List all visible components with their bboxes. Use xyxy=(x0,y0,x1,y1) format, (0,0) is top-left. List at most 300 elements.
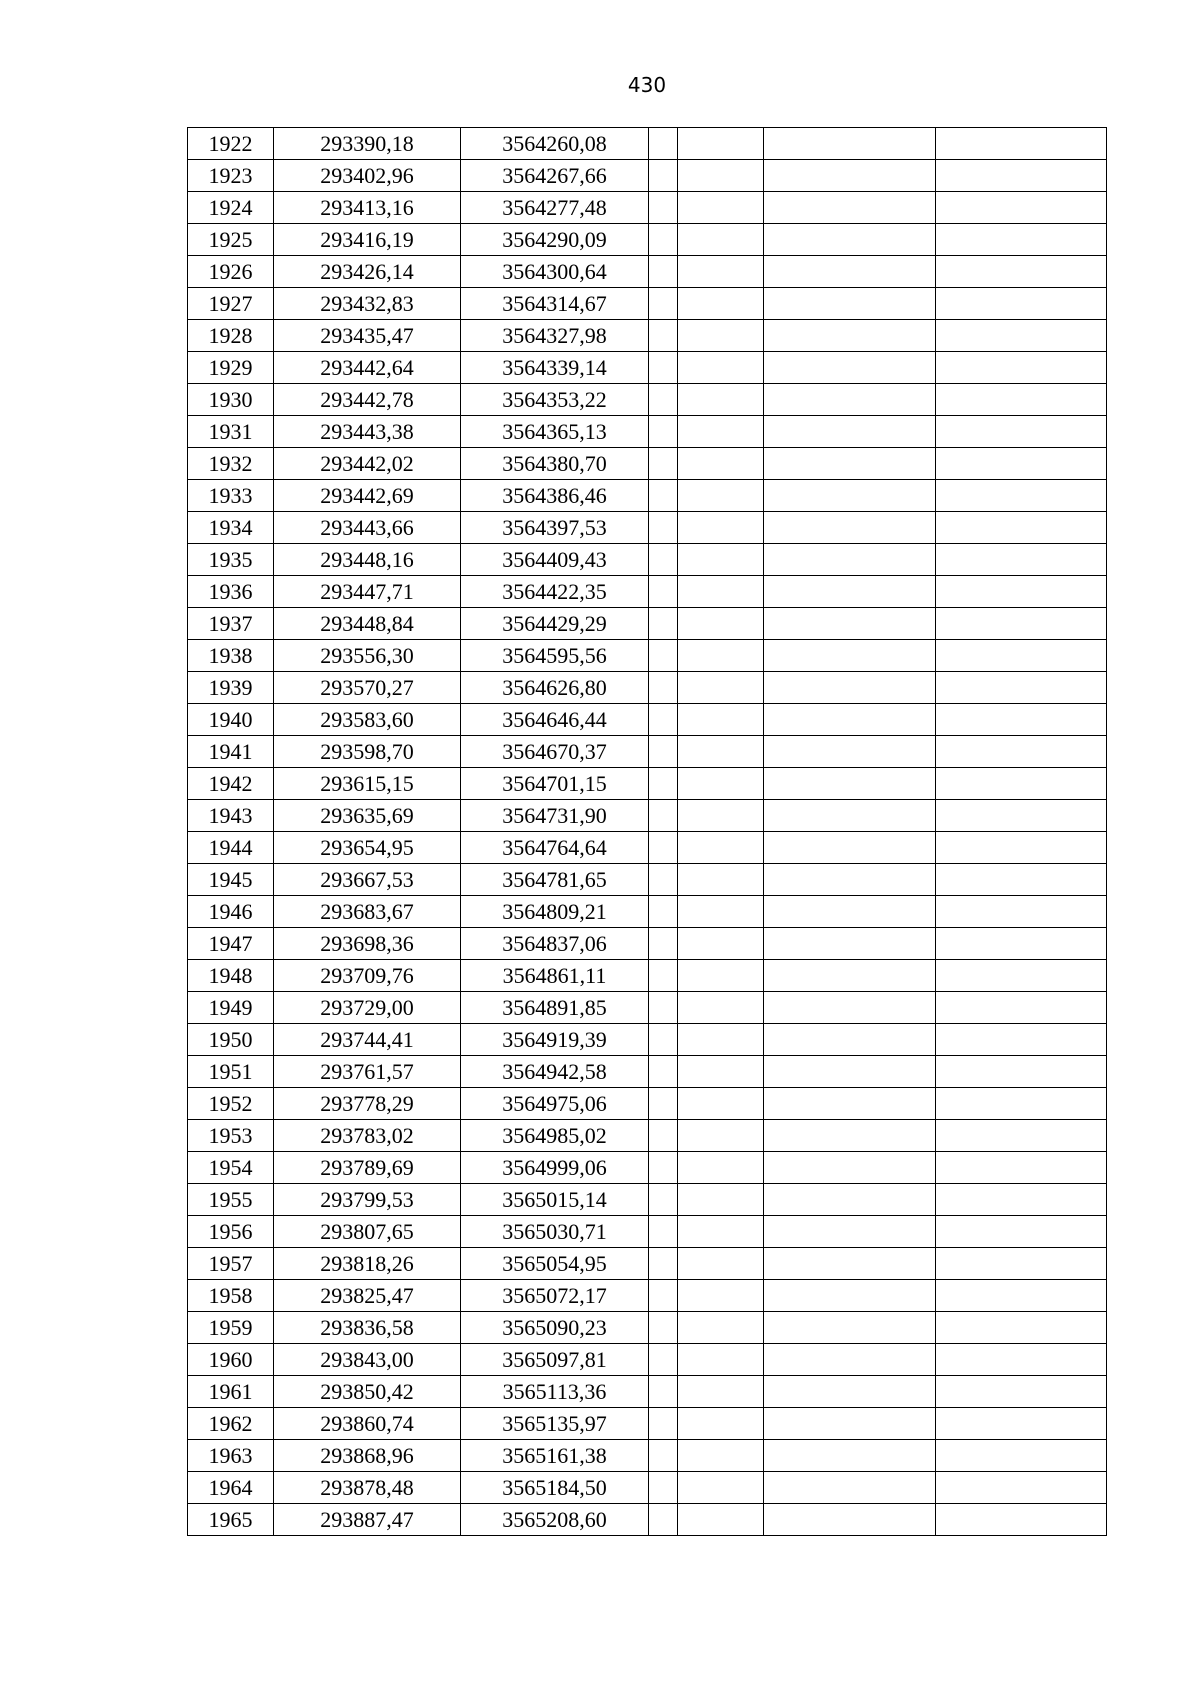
table-row xyxy=(188,864,1107,896)
point-number-cell: 1948 xyxy=(188,960,274,992)
table-row xyxy=(188,576,1107,608)
point-number-cell: 1962 xyxy=(188,1408,274,1440)
point-number-cell: 1930 xyxy=(188,384,274,416)
y-coordinate-cell: 3564781,65 xyxy=(461,864,649,896)
table-row xyxy=(188,480,1107,512)
point-number-cell: 1934 xyxy=(188,512,274,544)
x-coordinate-cell: 293709,76 xyxy=(274,960,461,992)
table-row xyxy=(188,608,1107,640)
empty-cell xyxy=(678,1056,764,1088)
table-row xyxy=(188,224,1107,256)
empty-cell xyxy=(764,352,936,384)
empty-cell xyxy=(764,736,936,768)
x-coordinate-cell: 293390,18 xyxy=(274,128,461,160)
empty-cell xyxy=(649,1088,678,1120)
x-coordinate-cell: 293683,67 xyxy=(274,896,461,928)
y-coordinate-cell: 3564837,06 xyxy=(461,928,649,960)
x-coordinate-cell: 293807,65 xyxy=(274,1216,461,1248)
empty-cell xyxy=(678,672,764,704)
x-coordinate-cell: 293442,02 xyxy=(274,448,461,480)
table-row xyxy=(188,416,1107,448)
y-coordinate-cell: 3564626,80 xyxy=(461,672,649,704)
empty-cell xyxy=(936,1152,1107,1184)
empty-cell xyxy=(678,512,764,544)
empty-cell xyxy=(936,896,1107,928)
empty-cell xyxy=(649,480,678,512)
empty-cell xyxy=(764,1408,936,1440)
point-number-cell: 1949 xyxy=(188,992,274,1024)
empty-cell xyxy=(678,1344,764,1376)
empty-cell xyxy=(678,544,764,576)
empty-cell xyxy=(936,320,1107,352)
empty-cell xyxy=(649,320,678,352)
point-number-cell: 1965 xyxy=(188,1504,274,1536)
empty-cell xyxy=(678,288,764,320)
empty-cell xyxy=(649,448,678,480)
empty-cell xyxy=(936,1344,1107,1376)
table-row xyxy=(188,256,1107,288)
table-row xyxy=(188,1248,1107,1280)
x-coordinate-cell: 293836,58 xyxy=(274,1312,461,1344)
empty-cell xyxy=(764,896,936,928)
y-coordinate-cell: 3564999,06 xyxy=(461,1152,649,1184)
table-row xyxy=(188,640,1107,672)
empty-cell xyxy=(649,1184,678,1216)
empty-cell xyxy=(936,928,1107,960)
table-row xyxy=(188,800,1107,832)
empty-cell xyxy=(649,1120,678,1152)
empty-cell xyxy=(678,256,764,288)
empty-cell xyxy=(649,128,678,160)
x-coordinate-cell: 293868,96 xyxy=(274,1440,461,1472)
point-number-cell: 1964 xyxy=(188,1472,274,1504)
x-coordinate-cell: 293799,53 xyxy=(274,1184,461,1216)
x-coordinate-cell: 293654,95 xyxy=(274,832,461,864)
empty-cell xyxy=(764,768,936,800)
empty-cell xyxy=(936,1440,1107,1472)
y-coordinate-cell: 3565113,36 xyxy=(461,1376,649,1408)
y-coordinate-cell: 3564409,43 xyxy=(461,544,649,576)
empty-cell xyxy=(649,896,678,928)
y-coordinate-cell: 3565097,81 xyxy=(461,1344,649,1376)
point-number-cell: 1931 xyxy=(188,416,274,448)
x-coordinate-cell: 293761,57 xyxy=(274,1056,461,1088)
x-coordinate-cell: 293442,64 xyxy=(274,352,461,384)
x-coordinate-cell: 293435,47 xyxy=(274,320,461,352)
y-coordinate-cell: 3565184,50 xyxy=(461,1472,649,1504)
empty-cell xyxy=(764,1248,936,1280)
empty-cell xyxy=(936,960,1107,992)
empty-cell xyxy=(678,1472,764,1504)
x-coordinate-cell: 293887,47 xyxy=(274,1504,461,1536)
empty-cell xyxy=(678,704,764,736)
y-coordinate-cell: 3564429,29 xyxy=(461,608,649,640)
table-row xyxy=(188,160,1107,192)
empty-cell xyxy=(936,736,1107,768)
empty-cell xyxy=(678,928,764,960)
empty-cell xyxy=(764,1152,936,1184)
empty-cell xyxy=(649,864,678,896)
empty-cell xyxy=(764,1504,936,1536)
table-row xyxy=(188,1184,1107,1216)
empty-cell xyxy=(649,192,678,224)
point-number-cell: 1958 xyxy=(188,1280,274,1312)
x-coordinate-cell: 293860,74 xyxy=(274,1408,461,1440)
y-coordinate-cell: 3565135,97 xyxy=(461,1408,649,1440)
y-coordinate-cell: 3565015,14 xyxy=(461,1184,649,1216)
point-number-cell: 1927 xyxy=(188,288,274,320)
page-number: 430 xyxy=(627,73,667,97)
y-coordinate-cell: 3564327,98 xyxy=(461,320,649,352)
empty-cell xyxy=(678,448,764,480)
table-row xyxy=(188,1344,1107,1376)
empty-cell xyxy=(678,352,764,384)
empty-cell xyxy=(678,1408,764,1440)
x-coordinate-cell: 293818,26 xyxy=(274,1248,461,1280)
empty-cell xyxy=(764,640,936,672)
y-coordinate-cell: 3565054,95 xyxy=(461,1248,649,1280)
y-coordinate-cell: 3565208,60 xyxy=(461,1504,649,1536)
table-row xyxy=(188,832,1107,864)
empty-cell xyxy=(678,1248,764,1280)
table-row xyxy=(188,288,1107,320)
empty-cell xyxy=(678,1120,764,1152)
x-coordinate-cell: 293598,70 xyxy=(274,736,461,768)
empty-cell xyxy=(678,960,764,992)
empty-cell xyxy=(764,224,936,256)
y-coordinate-cell: 3564260,08 xyxy=(461,128,649,160)
point-number-cell: 1932 xyxy=(188,448,274,480)
empty-cell xyxy=(936,1280,1107,1312)
empty-cell xyxy=(936,1408,1107,1440)
empty-cell xyxy=(936,448,1107,480)
point-number-cell: 1933 xyxy=(188,480,274,512)
empty-cell xyxy=(678,992,764,1024)
empty-cell xyxy=(649,1408,678,1440)
empty-cell xyxy=(678,320,764,352)
x-coordinate-cell: 293443,38 xyxy=(274,416,461,448)
empty-cell xyxy=(678,160,764,192)
table-row xyxy=(188,1408,1107,1440)
empty-cell xyxy=(649,1024,678,1056)
empty-cell xyxy=(649,352,678,384)
point-number-cell: 1926 xyxy=(188,256,274,288)
empty-cell xyxy=(649,1152,678,1184)
y-coordinate-cell: 3564985,02 xyxy=(461,1120,649,1152)
point-number-cell: 1960 xyxy=(188,1344,274,1376)
empty-cell xyxy=(764,1088,936,1120)
empty-cell xyxy=(649,800,678,832)
empty-cell xyxy=(678,1376,764,1408)
empty-cell xyxy=(764,1024,936,1056)
empty-cell xyxy=(936,224,1107,256)
empty-cell xyxy=(649,1216,678,1248)
empty-cell xyxy=(764,320,936,352)
table-row xyxy=(188,992,1107,1024)
table-row xyxy=(188,1472,1107,1504)
empty-cell xyxy=(764,256,936,288)
y-coordinate-cell: 3565090,23 xyxy=(461,1312,649,1344)
table-row xyxy=(188,1088,1107,1120)
table-row xyxy=(188,1216,1107,1248)
point-number-cell: 1928 xyxy=(188,320,274,352)
x-coordinate-cell: 293570,27 xyxy=(274,672,461,704)
y-coordinate-cell: 3564919,39 xyxy=(461,1024,649,1056)
empty-cell xyxy=(936,640,1107,672)
y-coordinate-cell: 3564353,22 xyxy=(461,384,649,416)
table-row xyxy=(188,1120,1107,1152)
table-row xyxy=(188,1504,1107,1536)
point-number-cell: 1956 xyxy=(188,1216,274,1248)
y-coordinate-cell: 3564942,58 xyxy=(461,1056,649,1088)
empty-cell xyxy=(678,1312,764,1344)
empty-cell xyxy=(936,1088,1107,1120)
empty-cell xyxy=(764,288,936,320)
point-number-cell: 1945 xyxy=(188,864,274,896)
empty-cell xyxy=(764,384,936,416)
x-coordinate-cell: 293783,02 xyxy=(274,1120,461,1152)
x-coordinate-cell: 293416,19 xyxy=(274,224,461,256)
empty-cell xyxy=(936,1504,1107,1536)
point-number-cell: 1963 xyxy=(188,1440,274,1472)
empty-cell xyxy=(764,192,936,224)
empty-cell xyxy=(764,1216,936,1248)
empty-cell xyxy=(649,1344,678,1376)
empty-cell xyxy=(649,672,678,704)
empty-cell xyxy=(764,1440,936,1472)
empty-cell xyxy=(936,288,1107,320)
empty-cell xyxy=(936,1216,1107,1248)
empty-cell xyxy=(936,416,1107,448)
y-coordinate-cell: 3564891,85 xyxy=(461,992,649,1024)
y-coordinate-cell: 3564731,90 xyxy=(461,800,649,832)
table-row xyxy=(188,1440,1107,1472)
x-coordinate-cell: 293583,60 xyxy=(274,704,461,736)
y-coordinate-cell: 3564267,66 xyxy=(461,160,649,192)
empty-cell xyxy=(649,576,678,608)
point-number-cell: 1939 xyxy=(188,672,274,704)
y-coordinate-cell: 3564595,56 xyxy=(461,640,649,672)
empty-cell xyxy=(649,832,678,864)
point-number-cell: 1947 xyxy=(188,928,274,960)
table-row xyxy=(188,1024,1107,1056)
empty-cell xyxy=(649,1248,678,1280)
x-coordinate-cell: 293878,48 xyxy=(274,1472,461,1504)
y-coordinate-cell: 3564314,67 xyxy=(461,288,649,320)
y-coordinate-cell: 3564300,64 xyxy=(461,256,649,288)
empty-cell xyxy=(764,608,936,640)
empty-cell xyxy=(936,704,1107,736)
y-coordinate-cell: 3564670,37 xyxy=(461,736,649,768)
empty-cell xyxy=(936,1312,1107,1344)
x-coordinate-cell: 293442,78 xyxy=(274,384,461,416)
empty-cell xyxy=(649,288,678,320)
empty-cell xyxy=(936,544,1107,576)
empty-cell xyxy=(764,128,936,160)
x-coordinate-cell: 293426,14 xyxy=(274,256,461,288)
empty-cell xyxy=(678,1280,764,1312)
empty-cell xyxy=(678,480,764,512)
x-coordinate-cell: 293635,69 xyxy=(274,800,461,832)
empty-cell xyxy=(649,256,678,288)
empty-cell xyxy=(678,128,764,160)
point-number-cell: 1955 xyxy=(188,1184,274,1216)
table-row xyxy=(188,704,1107,736)
empty-cell xyxy=(649,704,678,736)
empty-cell xyxy=(678,1184,764,1216)
empty-cell xyxy=(678,800,764,832)
empty-cell xyxy=(678,640,764,672)
empty-cell xyxy=(764,928,936,960)
x-coordinate-cell: 293432,83 xyxy=(274,288,461,320)
empty-cell xyxy=(649,1280,678,1312)
empty-cell xyxy=(678,1152,764,1184)
empty-cell xyxy=(678,832,764,864)
empty-cell xyxy=(936,352,1107,384)
table-row xyxy=(188,768,1107,800)
empty-cell xyxy=(678,1024,764,1056)
table-row xyxy=(188,896,1107,928)
empty-cell xyxy=(936,992,1107,1024)
y-coordinate-cell: 3564701,15 xyxy=(461,768,649,800)
empty-cell xyxy=(764,992,936,1024)
empty-cell xyxy=(936,832,1107,864)
x-coordinate-cell: 293448,16 xyxy=(274,544,461,576)
table-row xyxy=(188,928,1107,960)
empty-cell xyxy=(764,448,936,480)
table-row xyxy=(188,384,1107,416)
empty-cell xyxy=(936,1024,1107,1056)
empty-cell xyxy=(764,512,936,544)
x-coordinate-cell: 293778,29 xyxy=(274,1088,461,1120)
empty-cell xyxy=(764,1472,936,1504)
empty-cell xyxy=(649,512,678,544)
y-coordinate-cell: 3564277,48 xyxy=(461,192,649,224)
empty-cell xyxy=(649,608,678,640)
table-row xyxy=(188,1056,1107,1088)
empty-cell xyxy=(649,544,678,576)
empty-cell xyxy=(649,1056,678,1088)
empty-cell xyxy=(936,608,1107,640)
empty-cell xyxy=(764,576,936,608)
table-row xyxy=(188,1152,1107,1184)
empty-cell xyxy=(936,1472,1107,1504)
empty-cell xyxy=(649,1440,678,1472)
y-coordinate-cell: 3564764,64 xyxy=(461,832,649,864)
point-number-cell: 1937 xyxy=(188,608,274,640)
table-row xyxy=(188,544,1107,576)
point-number-cell: 1925 xyxy=(188,224,274,256)
y-coordinate-cell: 3565161,38 xyxy=(461,1440,649,1472)
empty-cell xyxy=(678,608,764,640)
point-number-cell: 1938 xyxy=(188,640,274,672)
empty-cell xyxy=(764,832,936,864)
empty-cell xyxy=(936,1376,1107,1408)
table-row xyxy=(188,960,1107,992)
empty-cell xyxy=(649,768,678,800)
table-row xyxy=(188,1376,1107,1408)
empty-cell xyxy=(678,1088,764,1120)
table-row xyxy=(188,128,1107,160)
table-row xyxy=(188,736,1107,768)
empty-cell xyxy=(764,1376,936,1408)
point-number-cell: 1959 xyxy=(188,1312,274,1344)
point-number-cell: 1954 xyxy=(188,1152,274,1184)
point-number-cell: 1943 xyxy=(188,800,274,832)
x-coordinate-cell: 293825,47 xyxy=(274,1280,461,1312)
empty-cell xyxy=(649,736,678,768)
table-body xyxy=(188,128,1107,1536)
point-number-cell: 1957 xyxy=(188,1248,274,1280)
empty-cell xyxy=(936,672,1107,704)
table-row xyxy=(188,320,1107,352)
empty-cell xyxy=(678,576,764,608)
empty-cell xyxy=(764,704,936,736)
empty-cell xyxy=(649,384,678,416)
x-coordinate-cell: 293698,36 xyxy=(274,928,461,960)
empty-cell xyxy=(678,896,764,928)
point-number-cell: 1950 xyxy=(188,1024,274,1056)
x-coordinate-cell: 293443,66 xyxy=(274,512,461,544)
empty-cell xyxy=(936,800,1107,832)
point-number-cell: 1951 xyxy=(188,1056,274,1088)
empty-cell xyxy=(936,384,1107,416)
table-row xyxy=(188,512,1107,544)
table-row xyxy=(188,672,1107,704)
y-coordinate-cell: 3564339,14 xyxy=(461,352,649,384)
table-row xyxy=(188,1312,1107,1344)
empty-cell xyxy=(764,800,936,832)
empty-cell xyxy=(764,544,936,576)
empty-cell xyxy=(936,864,1107,896)
empty-cell xyxy=(936,1184,1107,1216)
point-number-cell: 1941 xyxy=(188,736,274,768)
empty-cell xyxy=(678,224,764,256)
point-number-cell: 1946 xyxy=(188,896,274,928)
table-row xyxy=(188,352,1107,384)
x-coordinate-cell: 293729,00 xyxy=(274,992,461,1024)
empty-cell xyxy=(678,864,764,896)
empty-cell xyxy=(936,160,1107,192)
y-coordinate-cell: 3565030,71 xyxy=(461,1216,649,1248)
x-coordinate-cell: 293744,41 xyxy=(274,1024,461,1056)
point-number-cell: 1952 xyxy=(188,1088,274,1120)
x-coordinate-cell: 293447,71 xyxy=(274,576,461,608)
point-number-cell: 1922 xyxy=(188,128,274,160)
point-number-cell: 1961 xyxy=(188,1376,274,1408)
x-coordinate-cell: 293556,30 xyxy=(274,640,461,672)
point-number-cell: 1940 xyxy=(188,704,274,736)
x-coordinate-cell: 293402,96 xyxy=(274,160,461,192)
empty-cell xyxy=(649,1376,678,1408)
point-number-cell: 1929 xyxy=(188,352,274,384)
empty-cell xyxy=(649,1312,678,1344)
point-number-cell: 1942 xyxy=(188,768,274,800)
empty-cell xyxy=(764,864,936,896)
y-coordinate-cell: 3564975,06 xyxy=(461,1088,649,1120)
empty-cell xyxy=(678,1216,764,1248)
y-coordinate-cell: 3564290,09 xyxy=(461,224,649,256)
empty-cell xyxy=(678,192,764,224)
table-row xyxy=(188,448,1107,480)
point-number-cell: 1923 xyxy=(188,160,274,192)
empty-cell xyxy=(764,160,936,192)
empty-cell xyxy=(936,1248,1107,1280)
empty-cell xyxy=(764,1344,936,1376)
empty-cell xyxy=(649,224,678,256)
empty-cell xyxy=(936,768,1107,800)
empty-cell xyxy=(649,960,678,992)
